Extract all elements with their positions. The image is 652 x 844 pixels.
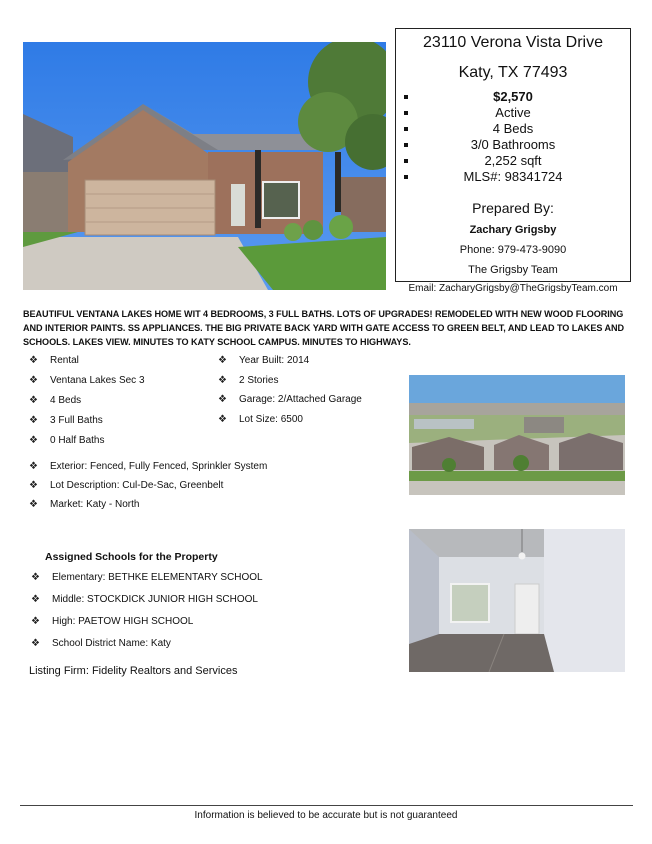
fact-sqft (396, 153, 630, 169)
price-value: $2,570 (493, 89, 533, 104)
school-text: School District Name: Katy (52, 638, 171, 649)
agent-email: Email: ZacharyGrigsby@TheGrigsbyTeam.com (408, 283, 618, 294)
square-bullet-icon (404, 175, 408, 179)
square-bullet-icon (404, 159, 408, 163)
diamond-bullet-icon: ❖ (29, 395, 38, 406)
feature-text: Rental (50, 355, 79, 366)
school-item (31, 616, 193, 628)
feature-text: Lot Size: 6500 (239, 414, 303, 425)
feature-item (29, 395, 81, 407)
diamond-bullet-icon: ❖ (31, 638, 40, 649)
address-street: 23110 Verona Vista Drive (423, 34, 603, 51)
listing-firm: Listing Firm: Fidelity Realtors and Services (29, 665, 238, 677)
feature-text: 3 Full Baths (50, 415, 103, 426)
diamond-bullet-icon: ❖ (218, 355, 227, 366)
school-item (31, 572, 263, 584)
feature-text: Ventana Lakes Sec 3 (50, 375, 145, 386)
aerial-neighborhood-photo (409, 375, 625, 495)
diamond-bullet-icon: ❖ (31, 616, 40, 627)
feature-text: 4 Beds (50, 395, 82, 406)
feature-item (218, 355, 309, 367)
property-summary-box (395, 28, 631, 294)
baths-value: 3/0 Bathrooms (470, 137, 556, 152)
diamond-bullet-icon: ❖ (29, 435, 38, 446)
diamond-bullet-icon: ❖ (31, 594, 40, 605)
diamond-bullet-icon: ❖ (218, 414, 227, 425)
diamond-bullet-icon: ❖ (29, 355, 38, 366)
feature-text: 0 Half Baths (50, 435, 105, 446)
feature-item (218, 394, 362, 406)
house-front-photo (23, 42, 386, 290)
diamond-bullet-icon: ❖ (29, 480, 38, 491)
agent-team: The Grigsby Team (468, 264, 558, 276)
square-bullet-icon (404, 111, 408, 115)
diamond-bullet-icon: ❖ (218, 375, 227, 386)
feature-text: Market: Katy - North (50, 499, 140, 510)
diamond-bullet-icon: ❖ (29, 415, 38, 426)
feature-item (218, 414, 303, 426)
feature-text: Exterior: Fenced, Fully Fenced, Sprinkler System (50, 461, 268, 472)
footer-divider (20, 805, 633, 806)
feature-item (29, 480, 223, 492)
fact-status (396, 105, 630, 121)
school-text: High: PAETOW HIGH SCHOOL (52, 616, 194, 627)
feature-item (29, 461, 267, 473)
schools-section-title: Assigned Schools for the Property (45, 551, 218, 563)
property-facts-list (396, 89, 630, 185)
square-bullet-icon (404, 143, 408, 147)
fact-beds (396, 121, 630, 137)
address-city: Katy, TX 77493 (458, 64, 568, 81)
prepared-by-label: Prepared By: (472, 200, 554, 216)
feature-item (29, 375, 145, 387)
fact-baths (396, 137, 630, 153)
listing-description: BEAUTIFUL VENTANA LAKES HOME WIT 4 BEDROOMS, 3 FULL BATHS. LOTS OF UPGRADES! REMODELED WITH NEW WOOD FLOORING AND INTERIOR PAINTS. SS APPLIANCES. THE BIG PRIVATE BACK YARD WITH GATE ACCESS TO GREEN BELT, AND LEAD TO LAKES AND SCHOOLS. LAKES VIEW. MINUTES TO KATY SCHOOL CAMPUS. MINUTES TO HIGHWAYS. (23, 309, 625, 347)
feature-item (218, 375, 278, 387)
diamond-bullet-icon: ❖ (29, 375, 38, 386)
diamond-bullet-icon: ❖ (29, 461, 38, 472)
agent-phone: Phone: 979-473-9090 (459, 244, 567, 256)
diamond-bullet-icon: ❖ (31, 572, 40, 583)
feature-text: Year Built: 2014 (239, 355, 310, 366)
school-text: Elementary: BETHKE ELEMENTARY SCHOOL (52, 572, 263, 583)
feature-item (29, 435, 104, 447)
diamond-bullet-icon: ❖ (218, 394, 227, 405)
feature-item (29, 355, 79, 367)
diamond-bullet-icon: ❖ (29, 499, 38, 510)
school-text: Middle: STOCKDICK JUNIOR HIGH SCHOOL (52, 594, 258, 605)
school-item (31, 638, 171, 650)
school-item (31, 594, 258, 606)
feature-item (29, 415, 103, 427)
disclaimer: Information is believed to be accurate but is not guaranteed (194, 810, 458, 821)
feature-text: Garage: 2/Attached Garage (239, 394, 362, 405)
fact-price (396, 89, 630, 105)
agent-name: Zachary Grigsby (469, 224, 557, 236)
mls-value: MLS#: 98341724 (463, 169, 563, 184)
feature-text: 2 Stories (239, 375, 279, 386)
beds-value: 4 Beds (492, 121, 534, 136)
feature-text: Lot Description: Cul-De-Sac, Greenbelt (50, 480, 224, 491)
sqft-value: 2,252 sqft (484, 153, 542, 168)
fact-mls (396, 169, 630, 185)
square-bullet-icon (404, 95, 408, 99)
interior-room-photo (409, 529, 625, 672)
square-bullet-icon (404, 127, 408, 131)
status-value: Active (495, 105, 531, 120)
feature-item (29, 499, 139, 511)
